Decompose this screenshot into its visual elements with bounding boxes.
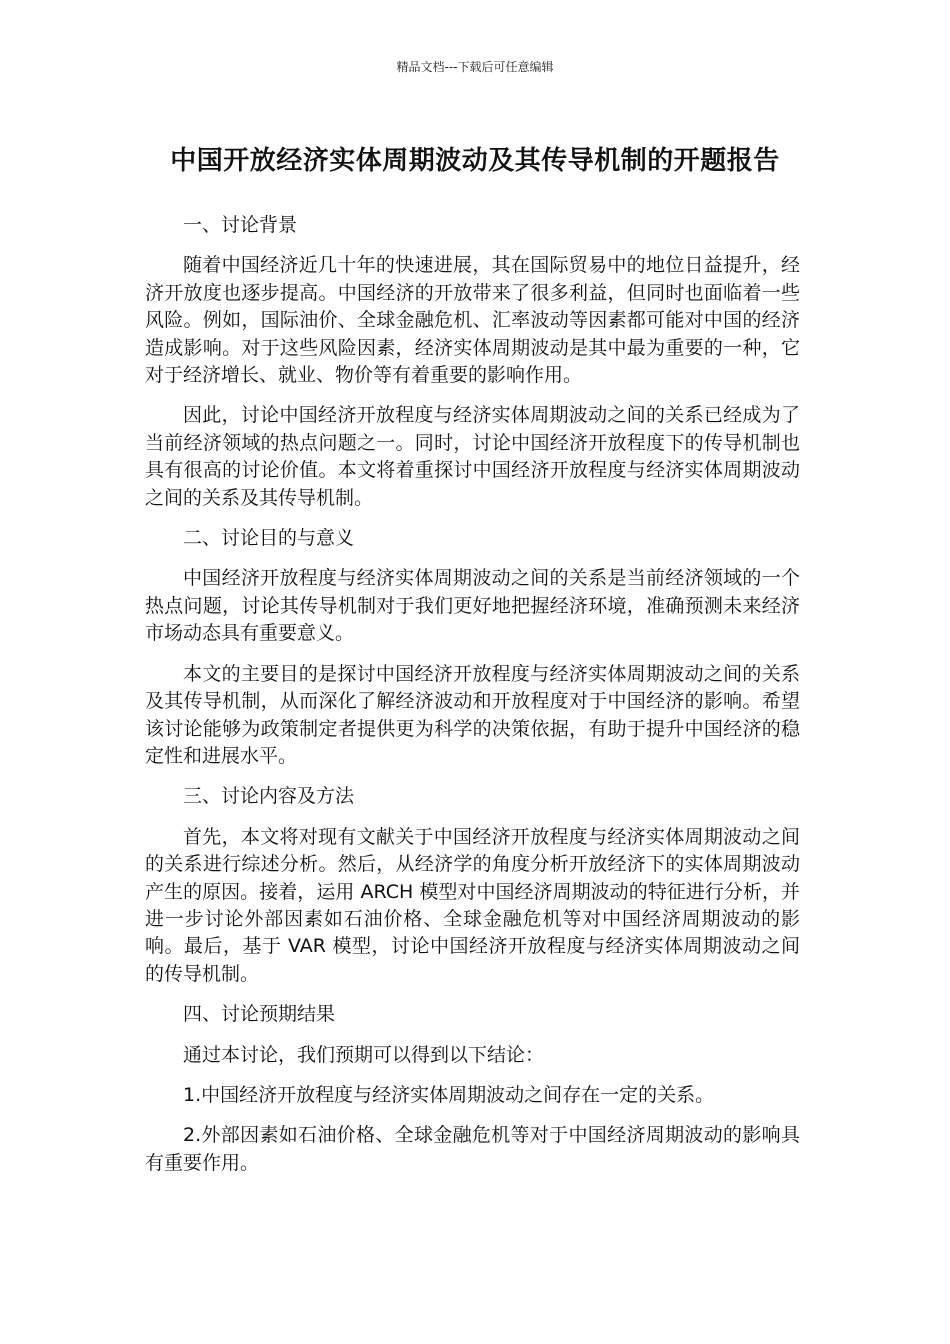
section-heading-background: 一、讨论背景 bbox=[183, 214, 298, 236]
document-title: 中国开放经济实体周期波动及其传导机制的开题报告 bbox=[170, 146, 780, 176]
paragraph: 中国经济开放程度与经济实体周期波动之间的关系是当前经济领域的一个热点问题，讨论其传导机制对于我们更好地把握经济环境，准确预测未来经济市场动态具有重要意义。 bbox=[145, 567, 800, 645]
paragraph: 因此，讨论中国经济开放程度与经济实体周期波动之间的关系已经成为了当前经济领域的热点问题之一。同时，讨论中国经济开放程度下的传导机制也具有很高的讨论价值。本文将着重探讨中国经济开放程度与经济实体周期波动之间的关系及其传导机制。 bbox=[145, 404, 800, 509]
section-heading-purpose: 二、讨论目的与意义 bbox=[183, 527, 355, 550]
header-note: 精品文档---下载后可任意编辑 bbox=[396, 60, 554, 74]
paragraph: 随着中国经济近几十年的快速进展，其在国际贸易中的地位日益提升，经济开放度也逐步提高。中国经济的开放带来了很多利益，但同时也面临着一些风险。例如，国际油价、全球金融危机、汇率波动等因素都可能对中国的经济造成影响。对于这些风险因素，经济实体周期波动是其中最为重要的一种，它对于经济增长、就业、物价等有着重要的影响作用。 bbox=[145, 254, 800, 387]
section-heading-expected-results: 四、讨论预期结果 bbox=[183, 1003, 336, 1026]
paragraph: 通过本讨论，我们预期可以得到以下结论： bbox=[183, 1043, 545, 1066]
section-heading-methods: 三、讨论内容及方法 bbox=[183, 785, 355, 808]
list-item: 2.外部因素如石油价格、全球金融危机等对于中国经济周期波动的影响具有重要作用。 bbox=[145, 1124, 800, 1174]
list-item: 1.中国经济开放程度与经济实体周期波动之间存在一定的关系。 bbox=[183, 1083, 715, 1106]
paragraph: 本文的主要目的是探讨中国经济开放程度与经济实体周期波动之间的关系及其传导机制，从而深化了解经济波动和开放程度对于中国经济的影响。希望该讨论能够为政策制定者提供更为科学的决策依据，有助于提升中国经济的稳定性和进展水平。 bbox=[145, 662, 800, 767]
paragraph: 首先，本文将对现有文献关于中国经济开放程度与经济实体周期波动之间的关系进行综述分析。然后，从经济学的角度分析开放经济下的实体周期波动产生的原因。接着，运用 ARCH 模型对中国经济周期波动的特征进行分析，并进一步讨论外部因素如石油价格、全球金融危机等对中国经济周期波动的影响。最后，基于 VAR 模型，讨论中国经济开放程度与经济实体周期波动之间的传导机制。 bbox=[145, 825, 800, 985]
document-body bbox=[145, 212, 800, 1190]
